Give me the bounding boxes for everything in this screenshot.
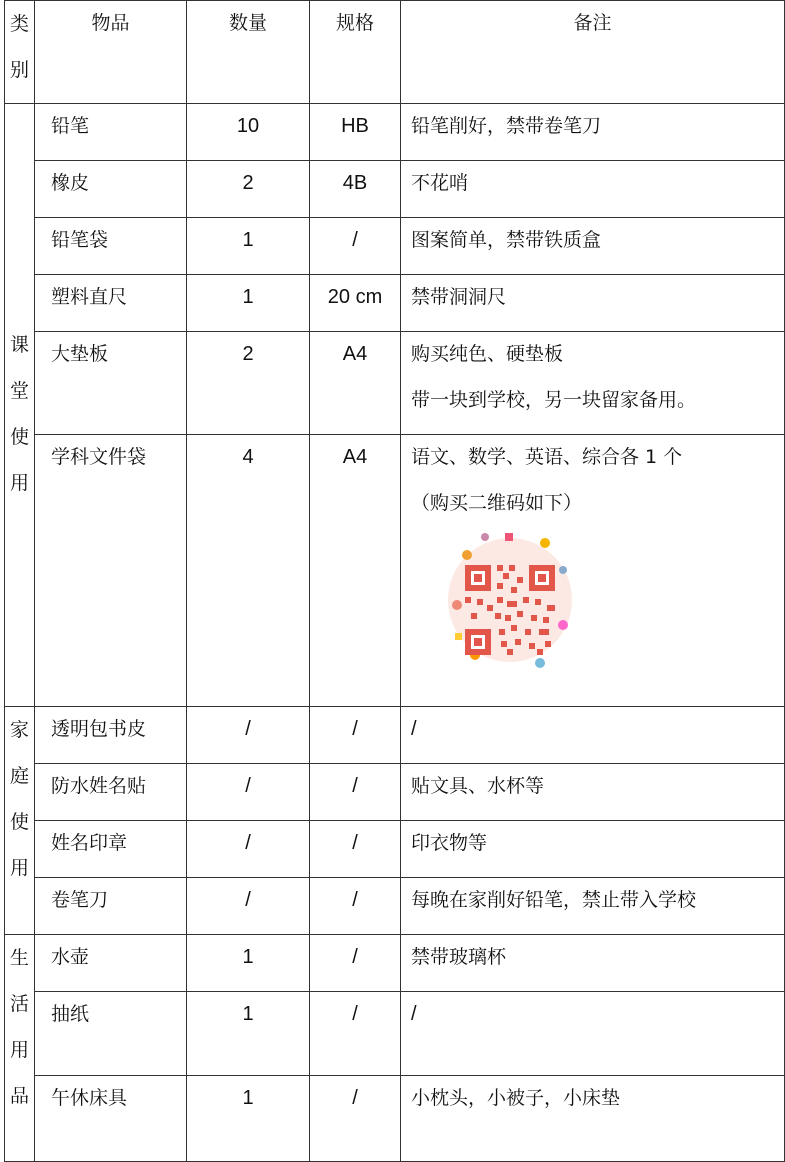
item-spec: / — [310, 992, 401, 1076]
item-note: 禁带洞洞尺 — [401, 275, 785, 332]
category-classroom: 课 堂 使 用 — [5, 104, 35, 707]
table-row — [5, 104, 785, 161]
table-row — [5, 218, 785, 275]
item-note: / — [401, 992, 785, 1076]
item-name: 大垫板 — [35, 332, 187, 435]
category-daily: 生 活 用 品 — [5, 935, 35, 1162]
item-spec: A4 — [310, 435, 401, 707]
header-spec: 规格 — [310, 1, 401, 104]
item-spec: / — [310, 707, 401, 764]
item-qty: / — [187, 707, 310, 764]
header-category: 类 别 — [5, 1, 35, 104]
item-qty: 1 — [187, 992, 310, 1076]
header-note: 备注 — [401, 1, 785, 104]
item-note: 语文、数学、英语、综合各 1 个 （购买二维码如下） — [401, 435, 785, 707]
item-spec: / — [310, 1076, 401, 1162]
item-name: 卷笔刀 — [35, 878, 187, 935]
header-row — [5, 1, 785, 104]
item-name: 橡皮 — [35, 161, 187, 218]
table-row — [5, 878, 785, 935]
header-item: 物品 — [35, 1, 187, 104]
header-qty: 数量 — [187, 1, 310, 104]
item-spec: / — [310, 878, 401, 935]
category-home: 家 庭 使 用 — [5, 707, 35, 935]
table-row — [5, 435, 785, 707]
item-qty: / — [187, 821, 310, 878]
item-qty: 2 — [187, 332, 310, 435]
item-spec: 4B — [310, 161, 401, 218]
table-row — [5, 992, 785, 1076]
item-note: 禁带玻璃杯 — [401, 935, 785, 992]
item-name: 午休床具 — [35, 1076, 187, 1162]
item-qty: 1 — [187, 935, 310, 992]
qr-code[interactable] — [445, 525, 575, 675]
table-row — [5, 764, 785, 821]
item-name: 姓名印章 — [35, 821, 187, 878]
item-name: 学科文件袋 — [35, 435, 187, 707]
item-note: 印衣物等 — [401, 821, 785, 878]
item-note: 每晚在家削好铅笔，禁止带入学校 — [401, 878, 785, 935]
item-note: 铅笔削好，禁带卷笔刀 — [401, 104, 785, 161]
table-row — [5, 1076, 785, 1162]
item-spec: A4 — [310, 332, 401, 435]
item-note: 小枕头，小被子，小床垫 — [401, 1076, 785, 1162]
item-qty: 4 — [187, 435, 310, 707]
item-spec: / — [310, 764, 401, 821]
item-qty: 1 — [187, 1076, 310, 1162]
table-row — [5, 821, 785, 878]
item-name: 抽纸 — [35, 992, 187, 1076]
item-name: 防水姓名贴 — [35, 764, 187, 821]
item-note: / — [401, 707, 785, 764]
item-qty: / — [187, 878, 310, 935]
item-qty: 1 — [187, 218, 310, 275]
supply-list-table — [4, 0, 785, 1162]
table-row — [5, 707, 785, 764]
item-spec: 20 cm — [310, 275, 401, 332]
item-qty: / — [187, 764, 310, 821]
item-note: 图案简单，禁带铁质盒 — [401, 218, 785, 275]
item-note: 购买纯色、硬垫板 带一块到学校，另一块留家备用。 — [401, 332, 785, 435]
item-spec: / — [310, 218, 401, 275]
item-spec: HB — [310, 104, 401, 161]
item-spec: / — [310, 935, 401, 992]
table-row — [5, 275, 785, 332]
item-name: 铅笔袋 — [35, 218, 187, 275]
item-name: 透明包书皮 — [35, 707, 187, 764]
item-name: 铅笔 — [35, 104, 187, 161]
item-name: 塑料直尺 — [35, 275, 187, 332]
table-row — [5, 332, 785, 435]
item-name: 水壶 — [35, 935, 187, 992]
table-row — [5, 935, 785, 992]
table-row — [5, 161, 785, 218]
item-spec: / — [310, 821, 401, 878]
item-qty: 1 — [187, 275, 310, 332]
qr-code-icon — [445, 525, 575, 675]
item-note: 贴文具、水杯等 — [401, 764, 785, 821]
item-qty: 10 — [187, 104, 310, 161]
item-note: 不花哨 — [401, 161, 785, 218]
item-qty: 2 — [187, 161, 310, 218]
